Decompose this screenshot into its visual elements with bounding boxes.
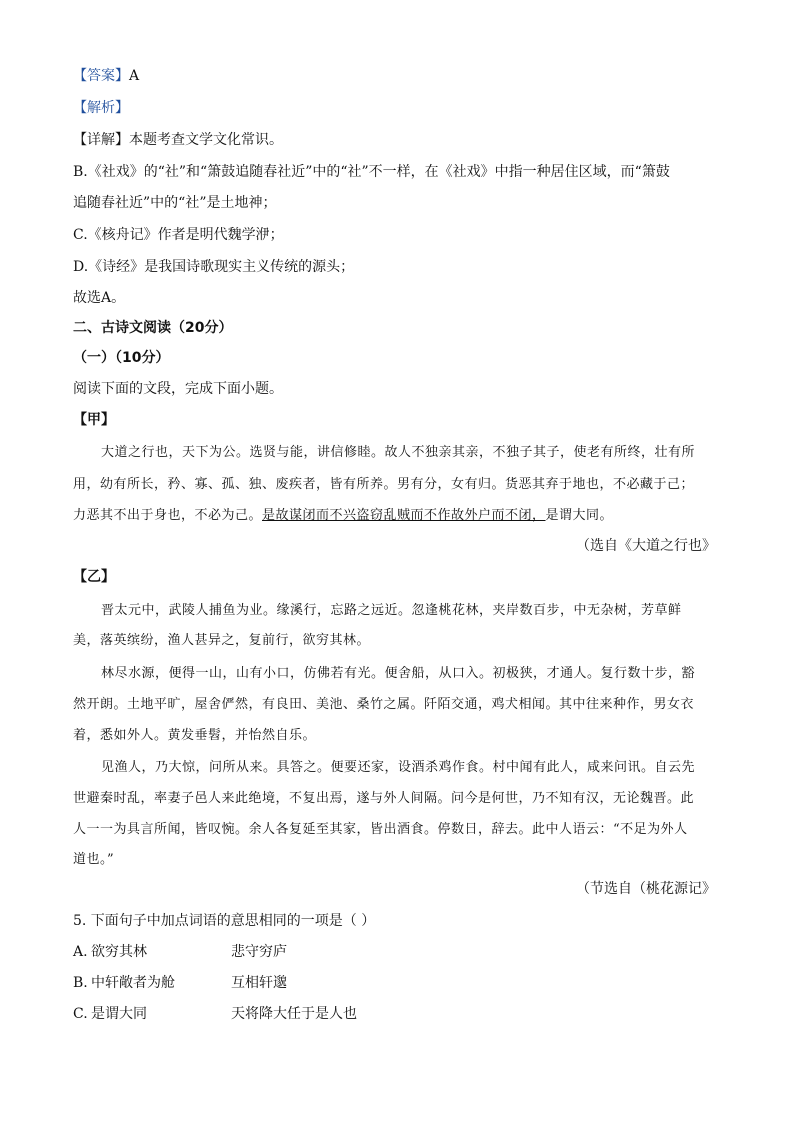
option-d-line: D.《诗经》是我国诗歌现实主义传统的源头；: [73, 259, 355, 275]
option-a-label: A.: [73, 944, 88, 960]
option-b-left: 中轩敞者为舱: [91, 975, 175, 991]
detail-label: 【详解】: [73, 132, 129, 148]
detail-text: 本题考查文学文化常识。: [129, 132, 283, 148]
jia-label: 【甲】: [73, 412, 115, 428]
yi-label: 【乙】: [73, 569, 115, 585]
option-c-label: C.: [73, 1006, 88, 1022]
question-stem: 5. 下面句子中加点词语的意思相同的一项是（ ）: [73, 913, 376, 929]
option-a-left: 欲穷其林: [91, 944, 147, 960]
subsection-title: （一）（10分）: [73, 350, 170, 366]
option-b-line1: B.《社戏》的“社”和“箫鼓追随春社近”中的“社”不一样，在《社戏》中指一种居住区域，而“箫鼓: [73, 164, 670, 180]
jia-line3a: 力恶其不出于身也，不必为己。: [73, 508, 263, 523]
option-b-right: 互相轩邈: [231, 975, 287, 991]
yi-p1-line1: 晋太元中，武陵人捕鱼为业。缘溪行，忘路之远近。忽逢桃花林，夹岸数百步，中无杂树，芳草鲜: [101, 603, 682, 618]
yi-p2-line2: 然开朗。土地平旷，屋舍俨然，有良田、美池、桑竹之属。阡陌交通，鸡犬相闻。其中往来种作，男女衣: [73, 697, 695, 712]
option-c-left: 是谓大同: [91, 1006, 147, 1022]
yi-source: （节选自（桃花源记》: [576, 881, 716, 897]
jia-source: （选自《大道之行也》: [576, 538, 716, 554]
jia-line1: 大道之行也，天下为公。选贤与能，讲信修睦。故人不独亲其亲，不独子其子，使老有所终，壮有所: [101, 445, 696, 460]
answer-label: 【答案】: [73, 68, 129, 84]
instruction-line: 阅读下面的文段，完成下面小题。: [73, 381, 283, 397]
detail-line: [73, 130, 283, 150]
yi-p3-line3: 人一一为具言所闻，皆叹惋。余人各复延至其家，皆出酒食。停数日，辞去。此中人语云：“不足为外人: [73, 822, 688, 837]
analysis-label: 【解析】: [73, 100, 129, 116]
jia-line3c: 是谓大同。: [545, 508, 614, 523]
option-c-line: C.《核舟记》作者是明代魏学洢；: [73, 227, 284, 243]
yi-p2-line1: 林尽水源，便得一山，山有小口，仿佛若有光。便舍船，从口入。初极狭，才通人。复行数十步，豁: [101, 666, 696, 681]
yi-p3-line2: 世避秦时乱，率妻子邑人来此绝境，不复出焉，遂与外人间隔。问今是何世，乃不知有汉，无论魏晋。此: [73, 791, 695, 806]
option-c-right: 天将降大任于是人也: [231, 1006, 357, 1022]
yi-p1-line2: 美，落英缤纷，渔人甚异之，复前行，欲穷其林。: [73, 633, 371, 648]
answer-value: A: [129, 68, 140, 84]
option-b-line2: 追随春社近”中的“社”是土地神；: [73, 195, 277, 211]
yi-p3-line4: 道也。”: [73, 852, 115, 867]
jia-line3: [73, 506, 613, 526]
yi-p3-line1: 见渔人，乃大惊，问所从来。具答之。便要还家，设酒杀鸡作食。村中闻有此人，咸来问讯。自云先: [101, 760, 696, 775]
section-title: 二、古诗文阅读（20分）: [73, 320, 233, 336]
yi-p2-line3: 着，悉如外人。黄发垂髫，并怡然自乐。: [73, 728, 317, 743]
answer-line: [73, 66, 139, 86]
option-b-label: B.: [73, 975, 88, 991]
option-a-right: 悲守穷庐: [231, 944, 287, 960]
conclusion-line: 故选A。: [73, 290, 126, 306]
jia-line2: 用，幼有所长，矜、寡、孤、独、废疾者，皆有所养。男有分，女有归。货恶其弃于地也，不必藏于己；: [73, 477, 695, 492]
jia-underlined-sentence: 是故谋闭而不兴盗窃乱贼而不作故外户而不闭，: [262, 508, 546, 523]
